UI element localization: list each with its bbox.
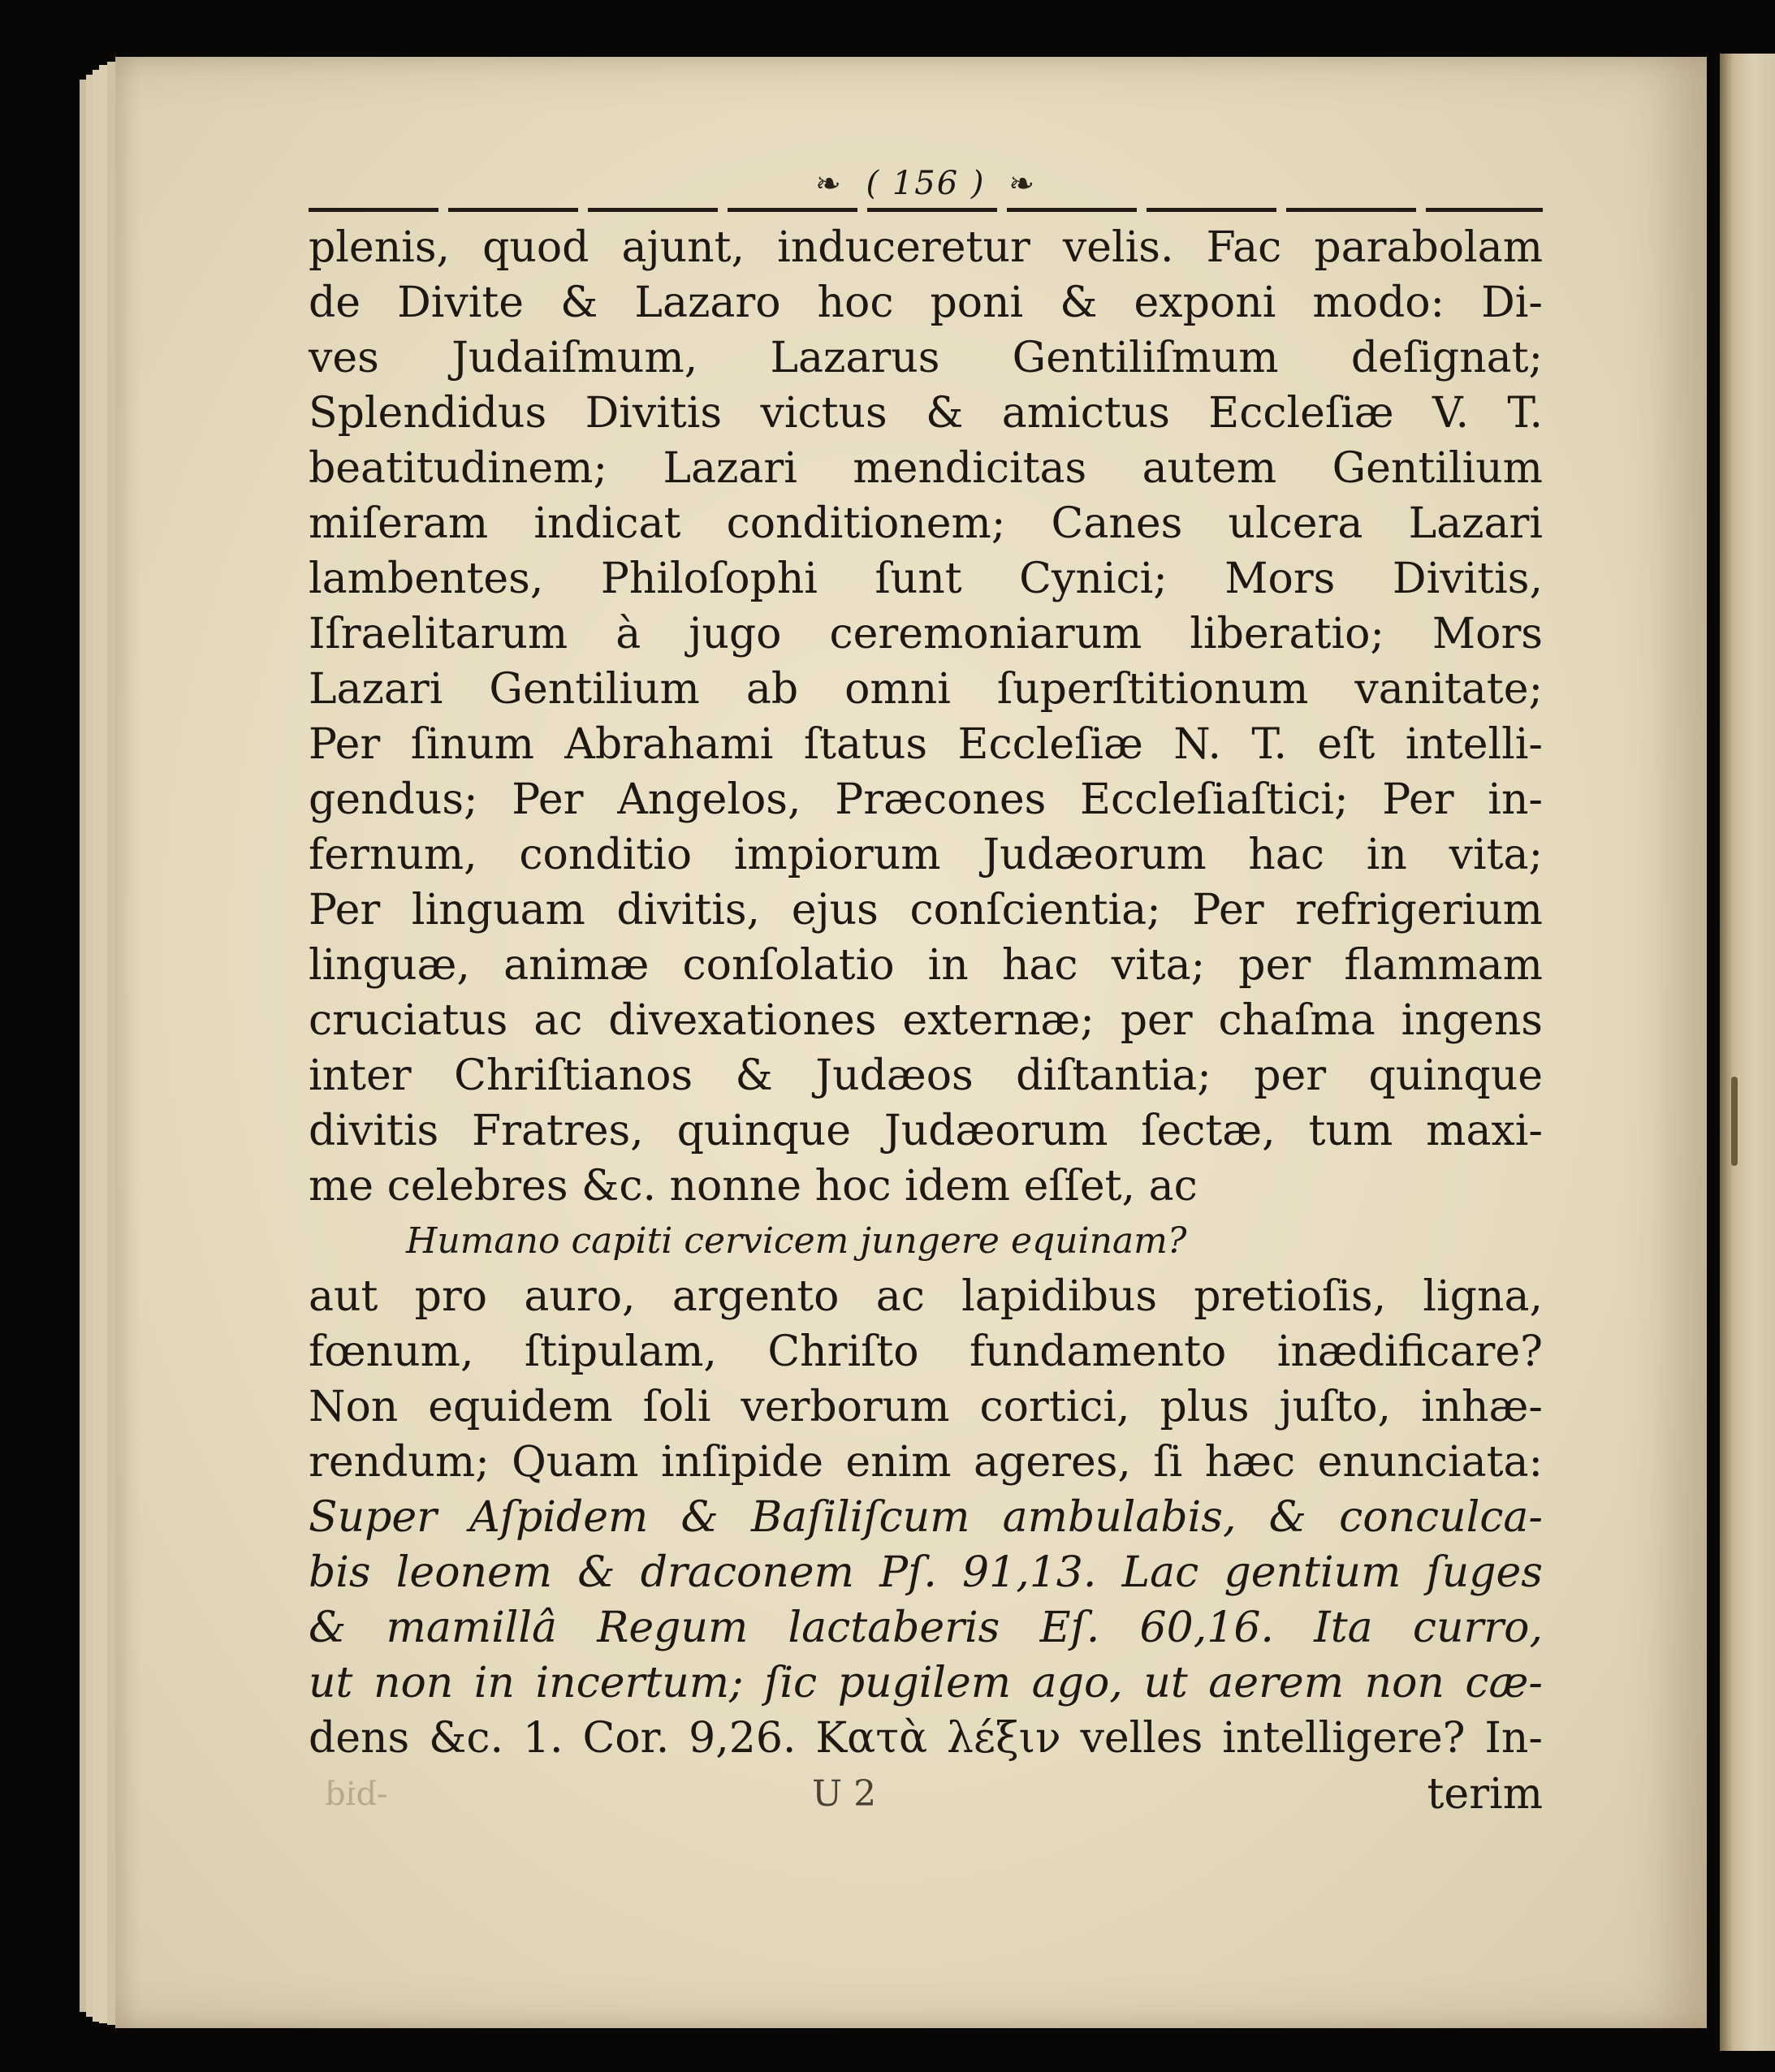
text-line: aut pro auro, argento ac lapidibus pretioſis, ligna, (309, 1272, 1543, 1321)
text-line: linguæ, animæ conſolatio in hac vita; per flammam (309, 941, 1543, 990)
text-line: fernum, conditio impiorum Judæorum hac in vita; (309, 831, 1543, 879)
text-line: plenis, quod ajunt, induceretur velis. Fac parabolam (309, 223, 1543, 272)
page-number: ( 156 ) (866, 165, 986, 202)
text-line: ut non in incertum; ſic pugilem ago, ut aerem non cæ- (309, 1659, 1543, 1707)
text-line: bis leonem & draconem Pſ. 91,13. Lac gentium ſuges (309, 1548, 1543, 1597)
text-block (309, 154, 1543, 1823)
text-line: divitis Fratres, quinque Judæorum ſectæ, tum maxi- (309, 1107, 1543, 1155)
page-footer (309, 1766, 1543, 1823)
text-line: Super Aſpidem & Baſiliſcum ambulabis, & conculca- (309, 1493, 1543, 1542)
text-line: inter Chriſtianos & Judæos diſtantia; per quinque (309, 1051, 1543, 1100)
text-line: & mamillâ Regum lactaberis Eſ. 60,16. Ita curro, (309, 1604, 1543, 1652)
text-line: de Divite & Lazaro hoc poni & exponi modo: Di- (309, 278, 1543, 327)
text-line: Per linguam divitis, ejus conſcientia; Per refrigerium (309, 886, 1543, 935)
binding-mark (1731, 1077, 1738, 1166)
text-line: Splendidus Divitis victus & amictus Eccleſiæ V. T. (309, 389, 1543, 438)
bleed-through-text: -bid (325, 1776, 388, 1813)
signature-mark: U 2 (812, 1773, 877, 1815)
text-line: cruciatus ac divexationes externæ; per chaſma ingens (309, 996, 1543, 1045)
text-line: gendus; Per Angelos, Præcones Eccleſiaſtici; Per in- (309, 775, 1543, 824)
ornament-right-icon: ❧ (1008, 166, 1037, 201)
text-line: Iſraelitarum à jugo ceremoniarum liberatio; Mors (309, 610, 1543, 658)
text-line: Non equidem ſoli verborum cortici, plus juſto, inhæ- (309, 1383, 1543, 1431)
running-header (309, 154, 1543, 208)
verse-quote: Humano capiti cervicem jungere equinam? (406, 1220, 1187, 1262)
text-line: Per ſinum Abrahami ſtatus Eccleſiæ N. T. eſt intelli- (309, 720, 1543, 769)
text-line: beatitudinem; Lazari mendicitas autem Gentilium (309, 444, 1543, 493)
text-line: Lazari Gentilium ab omni ſuperſtitionum vanitate; (309, 665, 1543, 714)
ornament-left-icon: ❧ (814, 166, 843, 201)
text-line: me celebres &c. nonne hoc idem eſſet, ac (309, 1162, 1198, 1211)
text-line: fœnum, ſtipulam, Chriſto fundamento inædificare? (309, 1327, 1543, 1376)
text-line: miſeram indicat conditionem; Canes ulcera Lazari (309, 499, 1543, 548)
facing-page-edge (1720, 54, 1775, 2051)
text-line: lambentes, Philoſophi ſunt Cynici; Mors Divitis, (309, 555, 1543, 603)
text-line: dens &c. 1. Cor. 9,26. Κατὰ λέξιν velles intelligere? In- (309, 1714, 1543, 1763)
catchword: terim (1427, 1770, 1543, 1819)
text-line: rendum; Quam inſipide enim ageres, ſi hæc enunciata: (309, 1438, 1543, 1487)
text-line: ves Judaiſmum, Lazarus Gentiliſmum deſignat; (309, 334, 1543, 382)
